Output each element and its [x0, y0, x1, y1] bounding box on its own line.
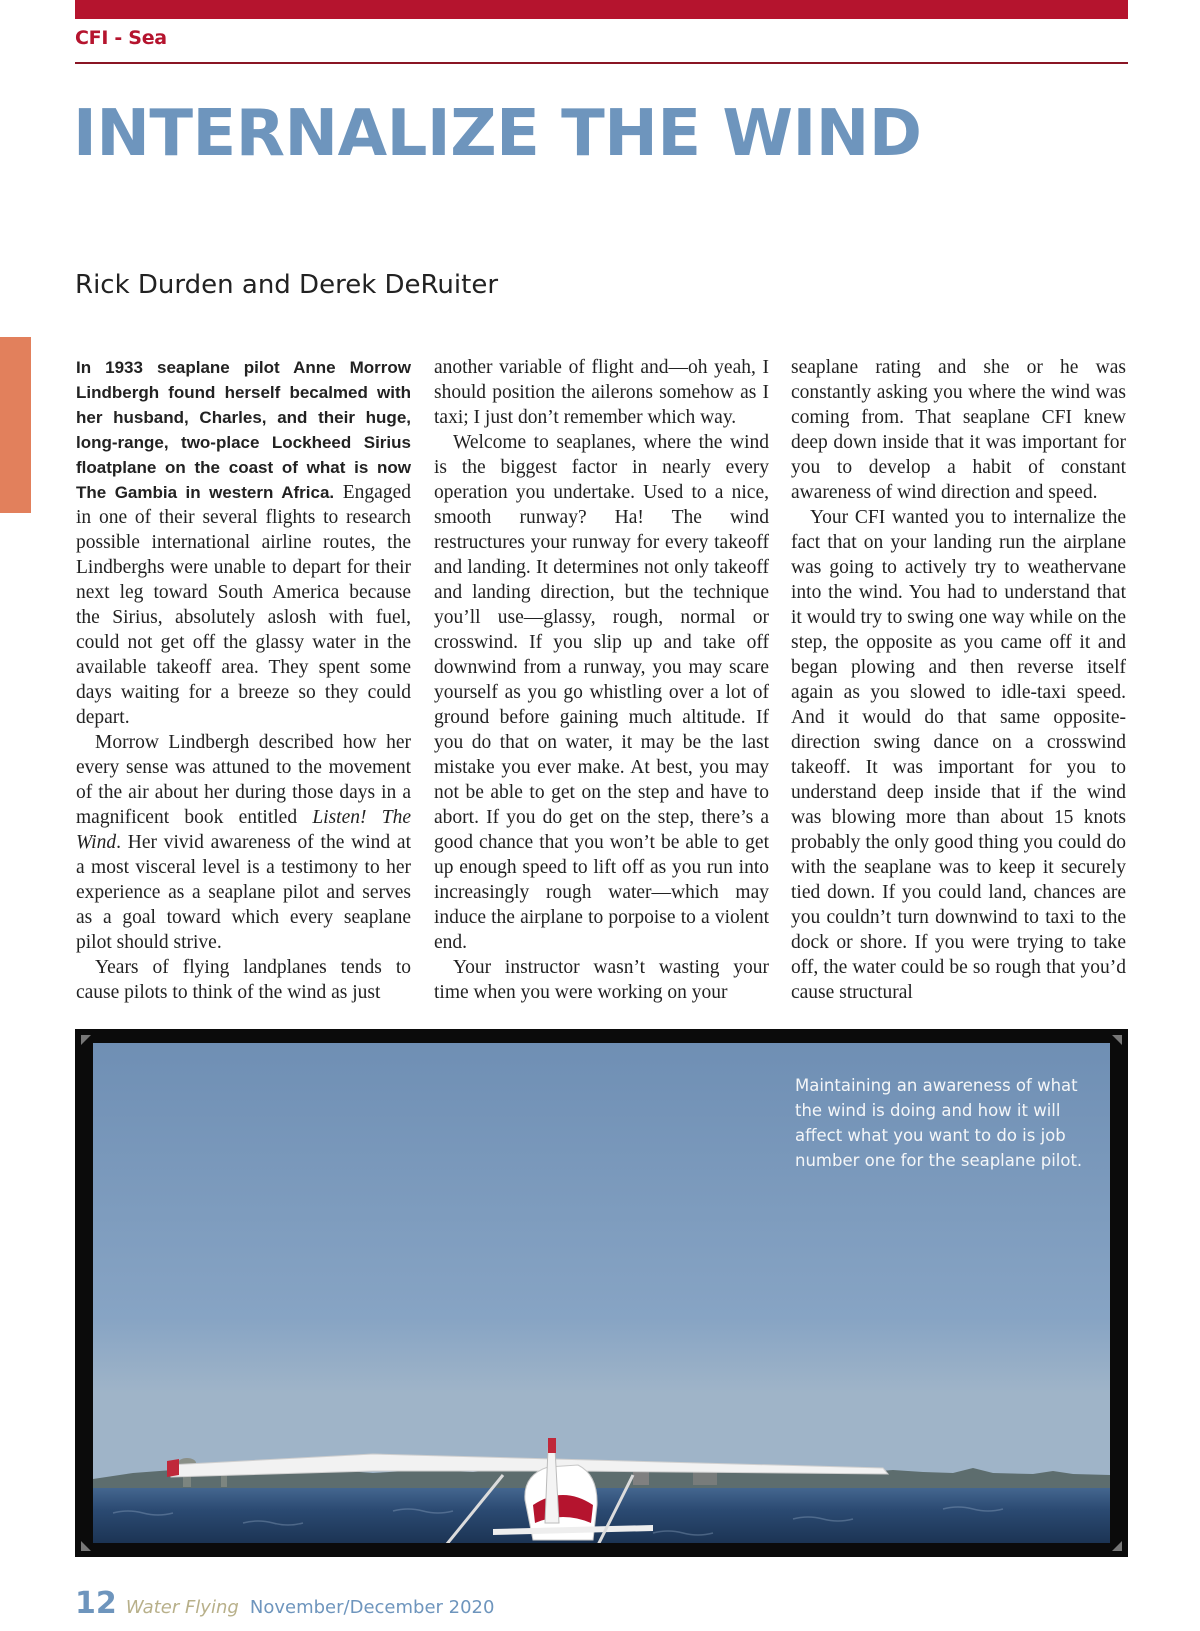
section-divider	[75, 62, 1128, 64]
issue-date: November/December 2020	[249, 1597, 495, 1618]
frame-corner	[1112, 1541, 1122, 1551]
paragraph: Your instructor wasn’t wasting your time when you were working on your	[434, 957, 769, 1003]
section-label: CFI - Sea	[75, 27, 167, 49]
page-footer	[75, 1586, 494, 1621]
seaplane-photo	[93, 1043, 1110, 1543]
side-tab-marker	[0, 337, 31, 513]
article-column-1	[76, 355, 411, 1005]
paragraph: seaplane rating and she or he was constantly asking you where the wind was coming from. That seaplane CFI knew deep down inside that it was important for you to develop a habit of constant awareness of wind direction and speed.	[791, 357, 1126, 503]
paragraph: Welcome to seaplanes, where the wind is the biggest factor in nearly every operation you undertake. Used to a nice, smooth runway? Ha! The wind restructures your runway for every takeoff and landing. It determines not only takeoff and landing direction, but the technique you’ll use—glassy, rough, normal or crosswind. If you slip up and take off downwind from a runway, you may scare yourself as you go whistling over a lot of ground before gaining much altitude. If you do that on water, it may be the last mistake you ever make. At best, you may not be able to get on the step and have to abort. If you do get on the step, there’s a good chance that you won’t be able to get up enough speed to lift off as you run into increasingly rough water—which may induce the airplane to porpoise to a violent end.	[434, 432, 769, 953]
book-title: Listen! The Wind	[76, 807, 411, 853]
frame-corner	[81, 1035, 91, 1045]
lede: In 1933 seaplane pilot Anne Morrow Lindbergh found herself becalmed with her husband, Charles, and their huge, long-range, two-place Lockheed Sirius floatplane on the coast of what is now The Gambia in western Africa.	[76, 358, 411, 502]
photo-frame	[75, 1029, 1128, 1557]
paragraph: Years of flying landplanes tends to cause pilots to think of the wind as just	[76, 957, 411, 1003]
paragraph	[76, 355, 411, 730]
magazine-name: Water Flying	[125, 1597, 239, 1618]
frame-corner	[1112, 1035, 1122, 1045]
paragraph: another variable of flight and—oh yeah, I should position the ailerons somehow as I taxi; I just don’t remember which way.	[434, 357, 769, 428]
photo-caption: Maintaining an awareness of what the wind is doing and how it will affect what you want to do is job number one for the seaplane pilot.	[795, 1076, 1083, 1170]
article-byline: Rick Durden and Derek DeRuiter	[75, 270, 499, 300]
article-column-3	[791, 355, 1126, 1005]
paragraph-text: . Her vivid awareness of the wind at a most visceral level is a testimony to her experience as a seaplane pilot and serves as a goal toward which every seaplane pilot should strive.	[76, 832, 411, 953]
paragraph: Your CFI wanted you to internalize the fact that on your landing run the airplane was going to actively try to weathervane into the wind. You had to understand that it would try to swing one way while on the step, the opposite as you came off it and began plowing and then reverse itself again as you slowed to idle-taxi speed. And it would do that same opposite-direction swing dance on a crosswind takeoff. It was important for you to understand deep inside that if the wind was blowing more than about 15 knots probably the only good thing you could do with the seaplane was to keep it securely tied down. If you could land, chances are you couldn’t turn downwind to taxi to the dock or shore. If you were trying to take off, the water could be so rough that you’d cause structural	[791, 507, 1126, 1003]
paragraph-text: Engaged in one of their several flights to research possible international airline routes, the Lindberghs were unable to depart for their next leg toward South America because the Sirius, absolutely aslosh with fuel, could not get off the glassy water in the available takeoff area. They spent some days waiting for a breeze so they could depart.	[76, 482, 411, 728]
frame-corner	[81, 1541, 91, 1551]
article-title: INTERNALIZE THE WIND	[73, 97, 922, 171]
paragraph-text: Morrow Lindbergh described how her every sense was attuned to the movement of the air about her during those days in a magnificent book entitled	[76, 732, 411, 828]
header-bar	[75, 0, 1128, 19]
article-column-2	[434, 355, 769, 1005]
page-number: 12	[75, 1586, 117, 1621]
paragraph	[76, 730, 411, 955]
